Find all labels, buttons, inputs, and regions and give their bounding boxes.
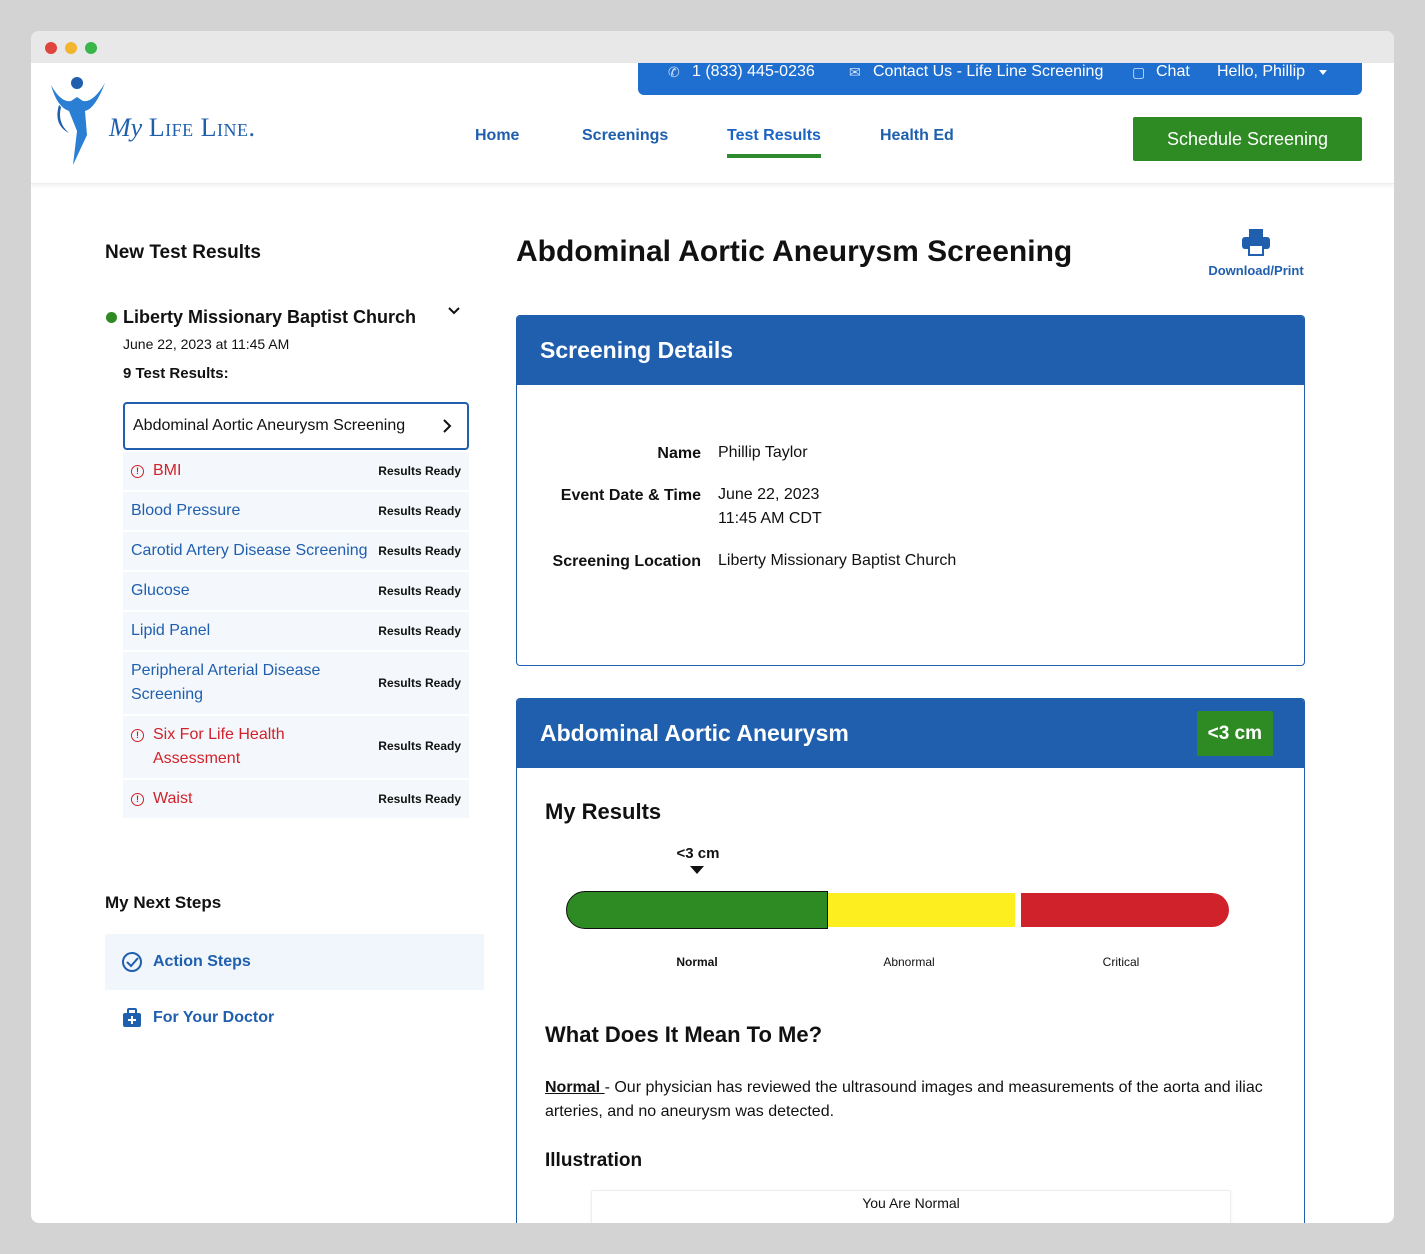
event-date-value: June 22, 2023 bbox=[718, 486, 820, 503]
details-grid bbox=[517, 385, 1305, 665]
chat-icon: ▢ bbox=[1132, 64, 1146, 80]
chevron-down-icon[interactable] bbox=[448, 305, 460, 317]
logo-figure-icon bbox=[47, 75, 117, 170]
result-item-label: BMI bbox=[153, 462, 182, 479]
gauge-zone-critical bbox=[1021, 893, 1229, 927]
result-status: Results Ready bbox=[378, 544, 461, 558]
nav-test-results[interactable]: Test Results bbox=[727, 127, 821, 144]
nav-home[interactable]: Home bbox=[475, 127, 520, 144]
minimize-window-button[interactable] bbox=[65, 42, 77, 54]
meaning-term: Normal bbox=[545, 1079, 605, 1096]
screening-details-heading: Screening Details bbox=[517, 316, 1304, 385]
phone-link[interactable] bbox=[668, 63, 815, 93]
site-header bbox=[31, 63, 1394, 184]
aaa-result-card bbox=[516, 698, 1305, 1223]
zone-label-abnormal: Abnormal bbox=[883, 955, 935, 969]
nav-screenings[interactable]: Screenings bbox=[582, 127, 669, 144]
result-status: Results Ready bbox=[378, 504, 461, 518]
event-time-value: 11:45 AM CDT bbox=[718, 510, 822, 527]
result-item-label: Abdominal Aortic Aneurysm Screening bbox=[133, 417, 406, 434]
illustration-panel bbox=[591, 1190, 1231, 1223]
gauge-zone-abnormal bbox=[828, 893, 1015, 927]
result-item-bmi[interactable] bbox=[123, 452, 469, 490]
phone-number: 1 (833) 445-0236 bbox=[692, 63, 815, 80]
close-window-button[interactable] bbox=[45, 42, 57, 54]
result-item-six-for-life[interactable] bbox=[123, 716, 469, 778]
result-item-aaa[interactable] bbox=[123, 402, 469, 450]
action-steps-label: Action Steps bbox=[153, 953, 251, 970]
utility-bar bbox=[638, 63, 1362, 95]
phone-icon: ✆ bbox=[668, 64, 680, 80]
account-menu[interactable] bbox=[1217, 63, 1327, 93]
result-status: Results Ready bbox=[378, 676, 461, 690]
result-gauge bbox=[566, 845, 1230, 969]
meaning-text: - Our physician has reviewed the ultrasound images and measurements of the aorta and iliac arteries, and no aneurysm was detected. bbox=[545, 1079, 1263, 1120]
zone-label-critical: Critical bbox=[1102, 955, 1140, 969]
result-status: Results Ready bbox=[378, 792, 461, 806]
event-date: June 22, 2023 at 11:45 AM bbox=[123, 336, 290, 352]
maximize-window-button[interactable] bbox=[85, 42, 97, 54]
result-status: Results Ready bbox=[378, 739, 461, 753]
event-status-dot bbox=[106, 312, 117, 323]
result-item-carotid[interactable] bbox=[123, 532, 469, 570]
result-item-lipid[interactable] bbox=[123, 612, 469, 650]
my-life-line-logo[interactable] bbox=[47, 75, 287, 165]
chat-link[interactable] bbox=[1132, 63, 1190, 93]
name-label: Name bbox=[657, 445, 701, 462]
nav-health-ed[interactable]: Health Ed bbox=[880, 127, 954, 144]
result-status: Results Ready bbox=[378, 464, 461, 478]
illustration-heading: Illustration bbox=[545, 1150, 643, 1171]
for-your-doctor-link[interactable] bbox=[105, 990, 484, 1046]
illustration-caption: You Are Normal bbox=[862, 1195, 960, 1211]
mail-icon: ✉ bbox=[849, 64, 861, 80]
test-results-list bbox=[123, 402, 469, 820]
result-item-pad[interactable] bbox=[123, 652, 469, 714]
result-item-glucose[interactable] bbox=[123, 572, 469, 610]
location-label: Screening Location bbox=[552, 553, 701, 570]
alert-icon: ! bbox=[131, 465, 144, 478]
result-badge: <3 cm bbox=[1197, 711, 1273, 756]
name-value: Phillip Taylor bbox=[718, 444, 808, 461]
result-item-blood-pressure[interactable] bbox=[123, 492, 469, 530]
alert-icon: ! bbox=[131, 793, 144, 806]
result-item-label: Blood Pressure bbox=[131, 502, 241, 519]
result-item-label: Carotid Artery Disease Screening bbox=[131, 542, 368, 559]
gauge-marker-label: <3 cm bbox=[676, 845, 720, 862]
action-steps-link[interactable] bbox=[105, 934, 484, 990]
aaa-result-title: Abdominal Aortic Aneurysm bbox=[540, 720, 849, 746]
browser-window bbox=[31, 31, 1394, 1223]
aaa-result-heading bbox=[517, 699, 1304, 768]
download-print-label: Download/Print bbox=[1208, 263, 1304, 278]
chat-label: Chat bbox=[1156, 63, 1190, 80]
result-item-label: Lipid Panel bbox=[131, 622, 211, 639]
chevron-right-icon bbox=[441, 419, 453, 433]
logo-wordmark: My Life Line. bbox=[109, 113, 255, 142]
zone-label-normal: Normal bbox=[676, 955, 718, 969]
event-date-label: Event Date & Time bbox=[560, 487, 701, 504]
printer-icon bbox=[1240, 227, 1272, 257]
window-titlebar bbox=[31, 31, 1394, 63]
new-test-results-heading: New Test Results bbox=[105, 242, 261, 263]
greeting-label: Hello, Phillip bbox=[1217, 63, 1306, 80]
check-circle-icon bbox=[121, 951, 143, 973]
medical-kit-icon bbox=[121, 1007, 143, 1029]
contact-link[interactable] bbox=[849, 63, 1103, 93]
next-steps-heading: My Next Steps bbox=[105, 893, 222, 912]
for-your-doctor-label: For Your Doctor bbox=[153, 1009, 275, 1026]
gauge-zone-normal bbox=[566, 891, 828, 929]
meaning-heading: What Does It Mean To Me? bbox=[545, 1022, 823, 1047]
my-results-heading: My Results bbox=[545, 799, 662, 824]
chevron-down-icon bbox=[1319, 70, 1327, 75]
schedule-screening-button[interactable]: Schedule Screening bbox=[1133, 117, 1362, 161]
meaning-paragraph bbox=[545, 1076, 1280, 1124]
result-status: Results Ready bbox=[378, 624, 461, 638]
contact-label: Contact Us - Life Line Screening bbox=[873, 63, 1104, 80]
result-status: Results Ready bbox=[378, 584, 461, 598]
gauge-marker-icon bbox=[690, 866, 704, 874]
result-item-waist[interactable] bbox=[123, 780, 469, 818]
download-print-button[interactable] bbox=[1201, 227, 1311, 278]
screening-details-card bbox=[516, 315, 1305, 666]
event-title: Liberty Missionary Baptist Church bbox=[123, 307, 417, 327]
page-title: Abdominal Aortic Aneurysm Screening bbox=[516, 235, 1073, 268]
result-item-label: Six For Life Health Assessment bbox=[153, 726, 285, 767]
result-item-label: Glucose bbox=[131, 582, 190, 599]
result-item-label: Peripheral Arterial Disease Screening bbox=[131, 662, 321, 703]
alert-icon: ! bbox=[131, 729, 144, 742]
result-item-label: Waist bbox=[153, 790, 193, 807]
test-results-count: 9 Test Results: bbox=[123, 365, 229, 382]
location-value: Liberty Missionary Baptist Church bbox=[718, 552, 957, 569]
